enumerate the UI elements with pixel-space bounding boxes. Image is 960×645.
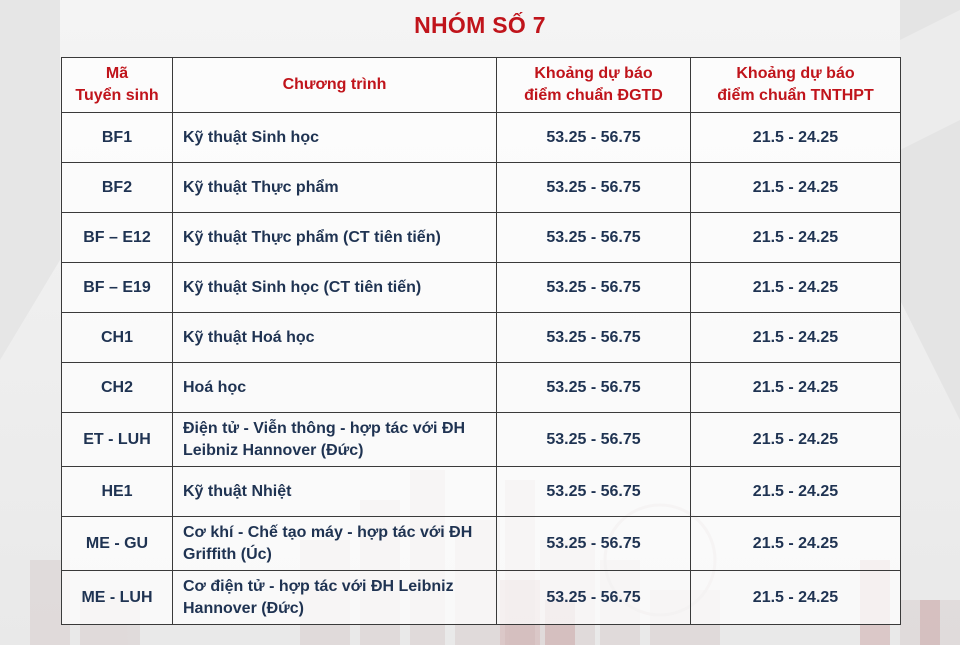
cell-dgtd: 53.25 - 56.75 <box>497 517 691 571</box>
table-row <box>62 467 901 517</box>
table-header-row <box>62 58 901 113</box>
table-row <box>62 313 901 363</box>
table-row <box>62 363 901 413</box>
cell-dgtd: 53.25 - 56.75 <box>497 571 691 625</box>
cell-code: BF – E12 <box>62 213 173 263</box>
cell-dgtd: 53.25 - 56.75 <box>497 363 691 413</box>
cell-code: BF2 <box>62 163 173 213</box>
cell-code: BF – E19 <box>62 263 173 313</box>
cell-dgtd: 53.25 - 56.75 <box>497 113 691 163</box>
cell-program <box>173 517 497 571</box>
cell-program-line2: Griffith (Úc) <box>183 545 272 563</box>
cell-code: HE1 <box>62 467 173 517</box>
cell-code: CH1 <box>62 313 173 363</box>
cell-tnthpt: 21.5 - 24.25 <box>691 467 901 517</box>
header-dgtd-line1: Khoảng dự báo <box>534 65 653 82</box>
cell-dgtd: 53.25 - 56.75 <box>497 213 691 263</box>
table-row <box>62 263 901 313</box>
table-row <box>62 113 901 163</box>
cell-tnthpt: 21.5 - 24.25 <box>691 517 901 571</box>
cell-program: Kỹ thuật Nhiệt <box>173 467 497 517</box>
cell-code: ME - GU <box>62 517 173 571</box>
cell-dgtd: 53.25 - 56.75 <box>497 263 691 313</box>
header-code-line1: Mã <box>105 65 129 82</box>
header-tnthpt-line2: điểm chuẩn TNTHPT <box>717 87 874 104</box>
header-dgtd <box>497 58 691 113</box>
cell-program: Hoá học <box>173 363 497 413</box>
header-tnthpt-line1: Khoảng dự báo <box>736 65 855 82</box>
cell-program-line1: Cơ khí - Chế tạo máy - hợp tác với ĐH <box>183 523 473 541</box>
cell-dgtd: 53.25 - 56.75 <box>497 313 691 363</box>
cell-program-line1: Điện tử - Viễn thông - hợp tác với ĐH <box>183 419 466 437</box>
cell-tnthpt: 21.5 - 24.25 <box>691 213 901 263</box>
header-dgtd-line2: điểm chuẩn ĐGTD <box>524 87 663 104</box>
cell-code: BF1 <box>62 113 173 163</box>
cell-tnthpt: 21.5 - 24.25 <box>691 413 901 467</box>
cell-tnthpt: 21.5 - 24.25 <box>691 263 901 313</box>
cell-program <box>173 413 497 467</box>
cell-tnthpt: 21.5 - 24.25 <box>691 363 901 413</box>
header-program: Chương trình <box>173 58 497 113</box>
cell-program-line2: Hannover (Đức) <box>183 599 304 617</box>
cell-program: Kỹ thuật Sinh học (CT tiên tiến) <box>173 263 497 313</box>
cell-program <box>173 571 497 625</box>
page-title: NHÓM SỐ 7 <box>414 12 546 38</box>
table-row <box>62 413 901 467</box>
cell-program-line1: Cơ điện tử - hợp tác với ĐH Leibniz <box>183 577 454 595</box>
cell-program: Kỹ thuật Thực phẩm (CT tiên tiến) <box>173 213 497 263</box>
table-row <box>62 571 901 625</box>
cell-code: ME - LUH <box>62 571 173 625</box>
header-code <box>62 58 173 113</box>
cell-program-line2: Leibniz Hannover (Đức) <box>183 441 364 459</box>
cell-dgtd: 53.25 - 56.75 <box>497 467 691 517</box>
cell-tnthpt: 21.5 - 24.25 <box>691 163 901 213</box>
cell-program: Kỹ thuật Hoá học <box>173 313 497 363</box>
table-row <box>62 517 901 571</box>
cell-dgtd: 53.25 - 56.75 <box>497 413 691 467</box>
header-code-line2: Tuyển sinh <box>75 87 159 104</box>
cell-program: Kỹ thuật Thực phẩm <box>173 163 497 213</box>
cell-tnthpt: 21.5 - 24.25 <box>691 571 901 625</box>
cell-tnthpt: 21.5 - 24.25 <box>691 313 901 363</box>
cell-program: Kỹ thuật Sinh học <box>173 113 497 163</box>
table-row <box>62 163 901 213</box>
cell-tnthpt: 21.5 - 24.25 <box>691 113 901 163</box>
admission-score-table <box>61 57 901 625</box>
cell-code: CH2 <box>62 363 173 413</box>
cell-code: ET - LUH <box>62 413 173 467</box>
table-row <box>62 213 901 263</box>
header-tnthpt <box>691 58 901 113</box>
cell-dgtd: 53.25 - 56.75 <box>497 163 691 213</box>
